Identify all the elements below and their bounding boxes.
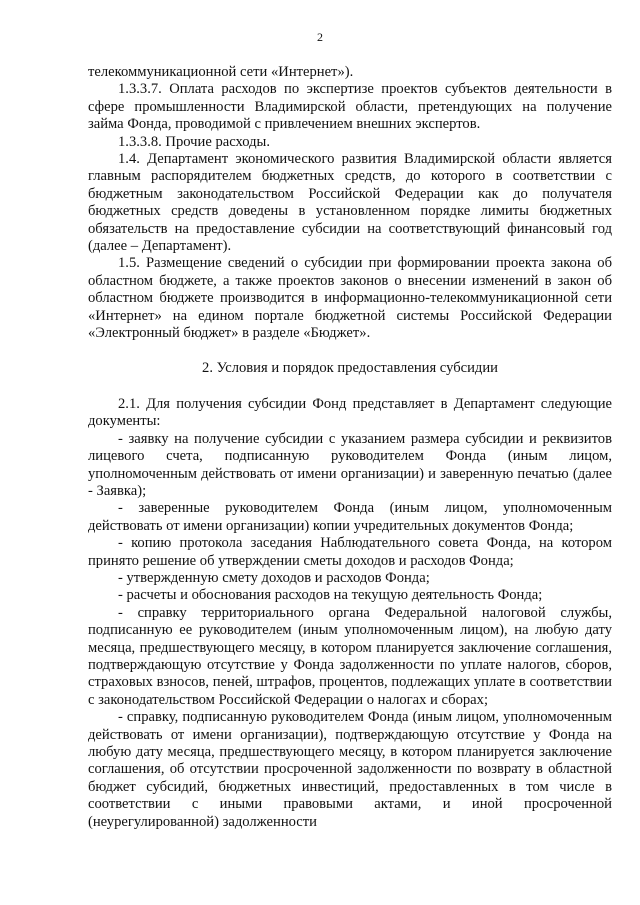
list-item: - заявку на получение субсидии с указанием размера субсидии и реквизитов лицевого счета, подписанную руководителем Фонда (иным лицом, уполномоченным действовать от имени организации) и заверенную печатью (далее - Заявка); [88,430,612,499]
list-item: - заверенные руководителем Фонда (иным лицом, уполномоченным действовать от имени организации) копии учредительных документов Фонда; [88,500,612,534]
list-item: - утвержденную смету доходов и расходов Фонда; [118,569,430,586]
list-item: - расчеты и обоснования расходов на текущую деятельность Фонда; [118,587,543,604]
paragraph: 1.3.3.7. Оплата расходов по экспертизе проектов субъектов деятельности в сфере промышленности Владимирской области, претендующих на получение займа Фонда, проводимой с привлечением внешних экспертов. [88,81,612,133]
paragraph: телекоммуникационной сети «Интернет»). [88,64,354,80]
document-body [88,64,612,831]
paragraphs-before-heading [88,64,612,343]
paragraphs-after-heading [88,396,612,831]
list-item: - справку, подписанную руководителем Фонда (иным лицом, уполномоченным действовать от имени организации), подтверждающую отсутствие у Фонда на любую дату месяца, предшествующего месяцу, в котором планируется заключение соглашения, об отсутствии просроченной задолженности по возврату в областной бюджет субсидий, бюджетных инвестиций, предоставленных в том числе в соответствии с иными правовыми актами, и иной просроченной (неурегулированной) задолженности [88,709,612,830]
paragraph: 1.5. Размещение сведений о субсидии при формировании проекта закона об областном бюджете, а также проектов законов о внесении изменений в закон об областном бюджете производится в информационно-телекоммуникационной сети «Интернет» на едином портале бюджетной системы Российской Федерации «Электронный бюджет» в разделе «Бюджет». [88,255,612,342]
paragraph: 1.4. Департамент экономического развития Владимирской области является главным распорядителем бюджетных средств, до которого в соответствии с бюджетным законодательством Российской Федерации как до получателя бюджетных средств доведены в установленном порядке лимиты бюджетных обязательств на предоставление субсидии на соответствующий финансовый год (далее – Департамент). [88,151,612,255]
section-heading: 2. Условия и порядок предоставления субсидии [202,359,498,376]
paragraph: 2.1. Для получения субсидии Фонд представляет в Департамент следующие документы: [88,395,612,430]
page-number: 2 [317,30,323,44]
list-item: - справку территориального органа Федеральной налоговой службы, подписанную ее руководителем (иным уполномоченным лицом), на любую дату месяца, предшествующего месяцу, в котором планируется заключение соглашения, подтверждающую отсутствие у Фонда задолженности по уплате налогов, сборов, страховых взносов, пеней, штрафов, процентов, подлежащих уплате в соответствии с законодательством Российской Федерации о налогах и сборах; [88,604,612,708]
list-item: - копию протокола заседания Наблюдательного совета Фонда, на котором принято решение об утверждении сметы доходов и расходов Фонда; [88,535,612,569]
paragraph: 1.3.3.8. Прочие расходы. [118,133,271,150]
